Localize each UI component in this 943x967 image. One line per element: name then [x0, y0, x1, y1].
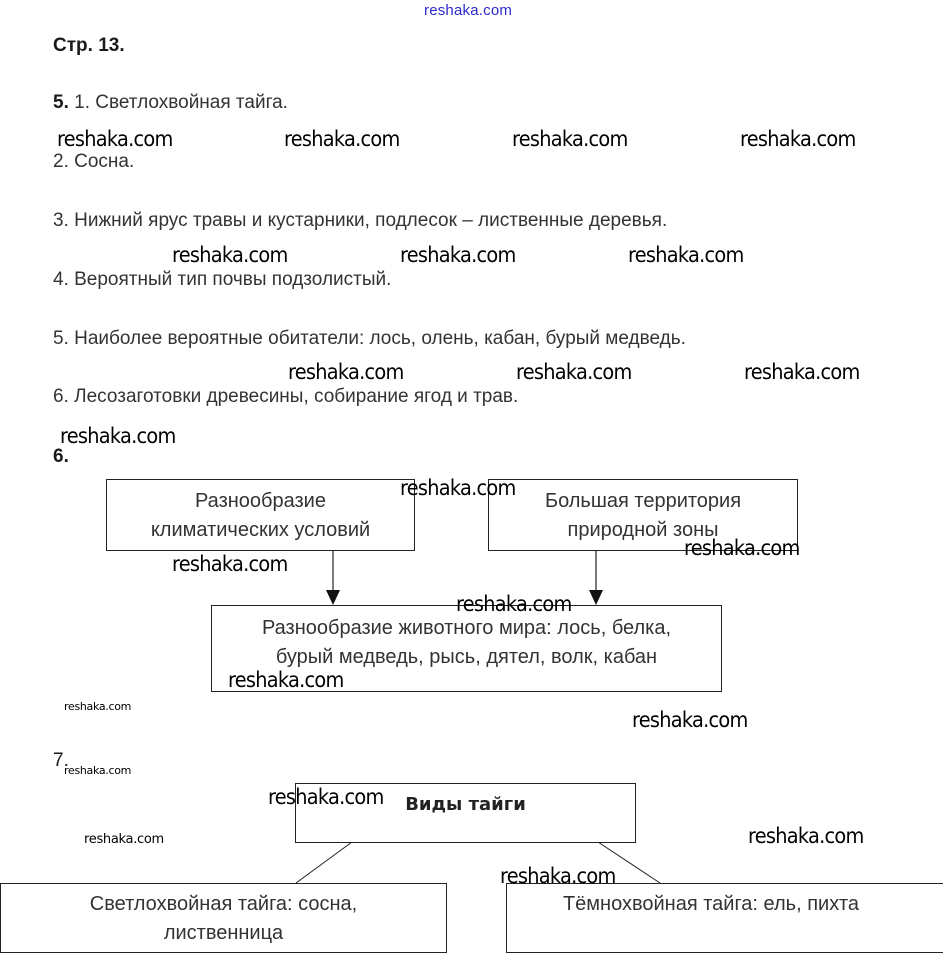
watermark: reshaka.com — [628, 243, 744, 267]
task5-answer-2: 2. Сосна. — [53, 151, 135, 172]
dark-taiga-line-1: Тёмнохвойная тайга: ель, пихта — [562, 893, 860, 915]
task6-number: 6. — [53, 446, 69, 467]
light-taiga-box — [0, 883, 447, 953]
watermark: reshaka.com — [57, 127, 173, 151]
territory-box-line-2: природной зоны — [567, 519, 719, 541]
watermark: reshaka.com — [60, 424, 176, 448]
dark-taiga-box — [506, 883, 943, 953]
watermark-small: reshaka.com — [64, 764, 132, 777]
watermark: reshaka.com — [400, 243, 516, 267]
watermark: reshaka.com — [740, 127, 856, 151]
watermark-small: reshaka.com — [84, 832, 164, 847]
watermark: reshaka.com — [172, 552, 288, 576]
task5-answer-1: 1. Светлохвойная тайга. — [74, 92, 288, 113]
light-taiga-line-2: лиственница — [163, 922, 284, 944]
fauna-box-line-2: бурый медведь, рысь, дятел, волк, кабан — [275, 646, 658, 668]
task5-answer-3: 3. Нижний ярус травы и кустарники, подлесок – лиственные деревья. — [53, 210, 668, 231]
page-title: Стр. 13. — [53, 35, 125, 56]
watermark: reshaka.com — [516, 360, 632, 384]
arrow-head-left — [326, 590, 340, 605]
watermark-small: reshaka.com — [64, 700, 132, 713]
watermark: reshaka.com — [288, 360, 404, 384]
watermark: reshaka.com — [512, 127, 628, 151]
site-watermark-top: reshaka.com — [424, 2, 513, 19]
task7-number: 7. — [53, 750, 69, 771]
task5-answer-4: 4. Вероятный тип почвы подзолистый. — [53, 269, 392, 290]
light-taiga-line-1: Светлохвойная тайга: сосна, — [89, 893, 358, 915]
climate-diversity-box — [106, 479, 415, 551]
branch-line-left — [296, 842, 352, 883]
watermark: reshaka.com — [228, 668, 344, 692]
watermark: reshaka.com — [284, 127, 400, 151]
climate-box-line-1: Разнообразие — [195, 490, 326, 512]
task5-number: 5. — [53, 92, 69, 113]
watermark: reshaka.com — [748, 824, 864, 848]
watermark: reshaka.com — [456, 592, 572, 616]
watermark: reshaka.com — [684, 536, 800, 560]
task5-answer-5: 5. Наиболее вероятные обитатели: лось, олень, кабан, бурый медведь. — [53, 328, 686, 349]
arrow-head-right — [589, 590, 603, 605]
watermark: reshaka.com — [400, 476, 516, 500]
territory-box-line-1: Большая территория — [544, 490, 742, 512]
watermark: reshaka.com — [172, 243, 288, 267]
watermark: reshaka.com — [632, 708, 748, 732]
taiga-types-title: Виды тайги — [405, 794, 526, 815]
fauna-box-line-1: Разнообразие животного мира: лось, белка, — [261, 617, 672, 639]
watermark: reshaka.com — [500, 864, 616, 888]
task5-answer-6: 6. Лесозаготовки древесины, собирание ягод и трав. — [53, 386, 519, 407]
climate-box-line-2: климатических условий — [150, 519, 371, 541]
watermark: reshaka.com — [744, 360, 860, 384]
watermark: reshaka.com — [268, 785, 384, 809]
